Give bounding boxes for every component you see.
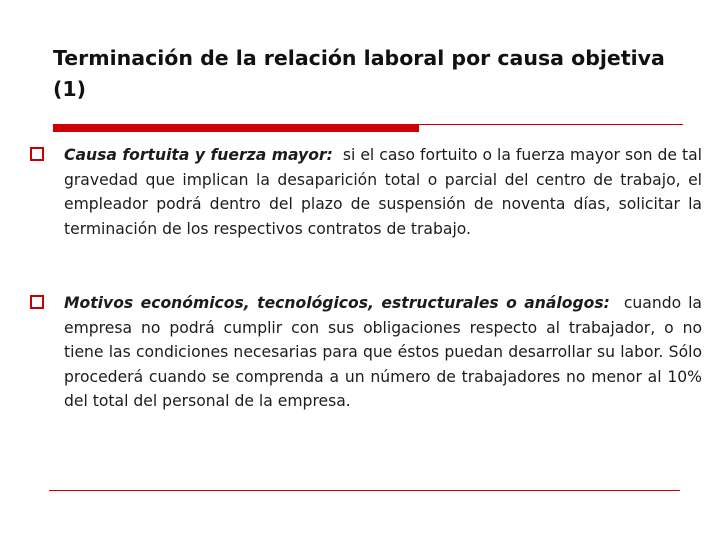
title-underline-thin <box>53 124 683 125</box>
slide-title: Terminación de la relación laboral por causa objetiva (1) <box>53 46 665 101</box>
bullet-heading: Motivos económicos, tecnológicos, estructurales o análogos: <box>64 294 610 312</box>
title-underline-thick <box>53 124 419 132</box>
bullet-heading: Causa fortuita y fuerza mayor: <box>64 146 333 164</box>
checkbox-icon <box>30 147 44 161</box>
bullet-body: cuando la empresa no podrá cumplir con sus obligaciones respecto al trabajador, o no tiene las condiciones necesarias para que éstos puedan desarrollar su labor. Sólo procederá cuando se comprenda a un número de trabajadores no menor al 10% del total del personal de la empresa. <box>64 294 702 410</box>
bullet-item-motivos-economicos <box>30 291 702 414</box>
footer-rule <box>49 490 680 491</box>
bullet-item-causa-fortuita <box>30 143 702 241</box>
bullet-paragraph <box>64 143 702 241</box>
bullet-body: si el caso fortuito o la fuerza mayor son de tal gravedad que implican la desaparición total o parcial del centro de trabajo, el empleador podrá dentro del plazo de suspensión de noventa días, solicitar la terminación de los respectivos contratos de trabajo. <box>64 146 703 238</box>
bullet-paragraph <box>64 291 702 414</box>
checkbox-icon <box>30 295 44 309</box>
